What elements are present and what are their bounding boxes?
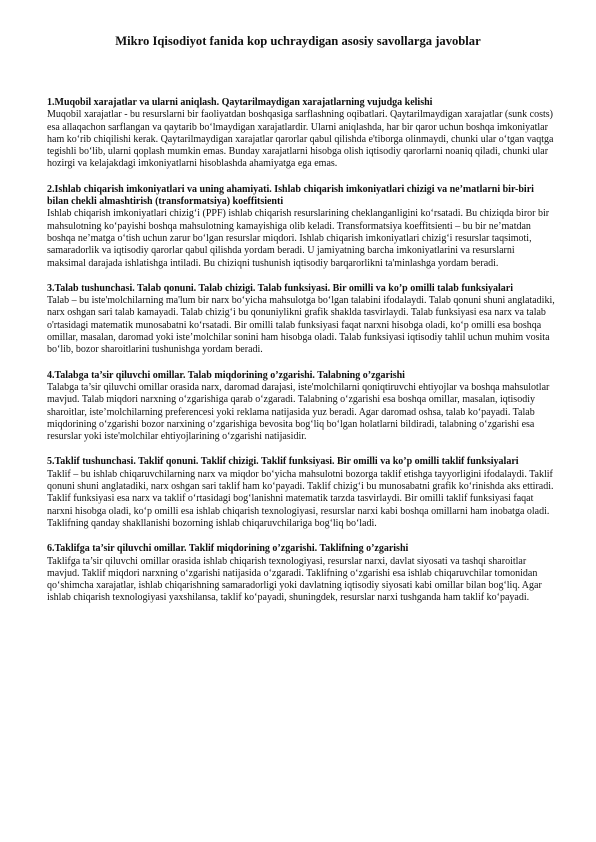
section-body: Talab – bu iste'molchilarning ma'lum bir narx bo‘yicha mahsulotga bo‘lgan talabini ifodalaydi. Talab qonuni shuni anglatadiki, narx oshgan sari talab kamayadi. Talab chizig‘i bu qonuniylikni grafik shaklda tasvirlaydi. Talab funksiyasi esa narx va talab o'rtasidagi matematik munosabatni ko‘rsatadi. Bir omilli talab funksiyasi faqat narxni hisobga oladi, ko‘p omilli esa boshqa omillar, masalan, daromad yoki iste’molchilar sonini ham hisobga oladi. Talab funksiyasi iqtisodiy tahlil uchun muhim vosita bo‘lib, bozor sharoitlarini tushunishga yordam beradi. (47, 295, 555, 356)
section-3 (47, 283, 555, 357)
section-4 (47, 370, 555, 444)
section-heading: 1.Muqobil xarajatlar va ularni aniqlash. Qaytarilmaydigan xarajatlarning vujudga kelishi (47, 97, 433, 108)
section-heading: 3.Talab tushunchasi. Talab qonuni. Talab chizigi. Talab funksiyasi. Bir omilli va ko’p omilli talab funksiyalari (47, 282, 514, 294)
section-heading: 6.Taklifga ta’sir qiluvchi omillar. Taklif miqdorining o’zgarishi. Taklifning o’zgarishi (47, 543, 409, 555)
section-body: Taklifga ta’sir qiluvchi omillar orasida ishlab chiqarish texnologiyasi, resurslar narxi, davlat siyosati va tashqi sharoitlar mavjud. Taklif miqdori narxning o‘zgarishi natijasida o‘zgaradi. Taklifning o‘zgarishi esa ishlab chiqaruvchilar tomonidan qo‘shimcha xarajatlar, ishlab chiqarishning samaradorligi yoki davlatning iqtisodiy siyosati kabi omillar bilan bog‘liq. Agar ishlab chiqarish texnologiyasi yaxshilansa, taklif ko‘payadi, shuningdek, resurslar narxi tushganda ham taklif ko‘payadi. (47, 555, 542, 604)
section-body: Talabga ta’sir qiluvchi omillar orasida narx, daromad darajasi, iste'molchilarni qoniqtiruvchi ehtiyojlar va boshqa mahsulotlar mavjud. Talab miqdori narxning o‘zgarishiga qarab o‘zgaradi. Talabning o‘zgarishi esa boshqa omillar, masalan, iqtisodiy sharoitlar, iste’molchilarning preferencesi yoki reklama natijasida yuz beradi. Agar daromad oshsa, talab ko‘payadi. Talab miqdorining o‘zgarishi bozor narxining o‘zgarishiga bevosita bog‘liq bo‘lgan holatlarni bildiradi, talabning o‘zgarishi esa resurslar yoki iste'molchilar ehtiyojlarining o‘zgarishi natijasidir. (47, 381, 550, 443)
section-1 (47, 97, 555, 171)
section-2 (47, 184, 555, 270)
section-heading: 4.Talabga ta’sir qiluvchi omillar. Talab miqdorining o’zgarishi. Talabning o’zgarishi (47, 369, 405, 381)
document-title: Mikro Iqisodiyot fanida kop uchraydigan asosiy savollarga javoblar (115, 34, 481, 48)
section-body: Muqobil xarajatlar - bu resurslarni bir faoliyatdan boshqasiga sarflashning oqibatlari. Qaytarilmaydigan xarajatlar (sunk costs) esa allaqachon sarflangan va qaytarib bo‘lmaydigan xarajatlardir. Ularni aniqlashda, har bir qaror uchun boshqa imkoniyatlar ham ko‘rib chiqilishi kerak. Qaytarilmaydigan xarajatlar qarorlar qabul qilishda e'tiborga olinmaydi, chunki ular o‘tgan vaqtga tegishli bo‘lib, ularni qoplash mumkin emas. Bunday xarajatlarni hisobga olish iqtisodiy qarorlarni noaniq qiladi, chunki ular hozirgi va kelajakdagi imkoniyatlarni hisoblashda ahamiyatga ega emas. (47, 109, 554, 170)
section-6 (47, 543, 555, 604)
section-5 (47, 456, 555, 530)
section-heading: 5.Taklif tushunchasi. Taklif qonuni. Taklif chizigi. Taklif funksiyasi. Bir omilli va ko’p omilli taklif funksiyalari (47, 456, 519, 468)
section-body: Taklif – bu ishlab chiqaruvchilarning narx va miqdor bo‘yicha mahsulotni bozorga taklif etishga tayyorligini ifodalaydi. Taklif qonuni shuni anglatadiki, narx oshgan sari taklif ham ko‘payadi. Taklif chizig‘i bu munosabatni grafik ko‘rinishda aks ettiradi. Taklif funksiyasi esa narx va taklif o‘rtasidagi bog‘lanishni matematik tarzda tasvirlaydi. Bir omilli taklif funksiyasi faqat narxni hisobga oladi, ko‘p omilli esa ishlab chiqarish texnologiyasi, resurslar narxi kabi boshqa omillarni ham inobatga oladi. Taklifning qanday shakllanishi bozorning ishlab chiqaruvchilariga bog‘liq bo‘ladi. (47, 468, 554, 529)
document-content (47, 97, 555, 618)
section-body: Ishlab chiqarish imkoniyatlari chizig‘i (PPF) ishlab chiqarish resurslarining cheklanganligini ko‘rsatadi. Bu chiziqda biror bir mahsulotning ko‘payishi boshqa mahsulotning kamayishiga olib keladi. Transformatsiya koeffitsienti – bu bir ne’matdan boshqa ne’matga o‘tish uchun zarur bo‘lgan resurslar miqdori. Ishlab chiqarish imkoniyatlari chizig‘i resurslar taqsimoti, samaradorlik va iqtisodiy qarorlar qabul qilishda yordam beradi. U jamiyatning barcha imkoniyatlarini va resurslarni maksimal darajada ishlatishga intiladi. Bu chiziqni tushunish iqtisodiy barqarorlikni ta'minlashga yordam beradi. (47, 208, 550, 269)
section-heading: 2.Ishlab chiqarish imkoniyatlari va uning ahamiyati. Ishlab chiqarish imkoniyatlari chizigi va ne’matlarni bir-biri bilan chekli almashtirish (transformatsiya) koeffitsienti (47, 183, 534, 208)
